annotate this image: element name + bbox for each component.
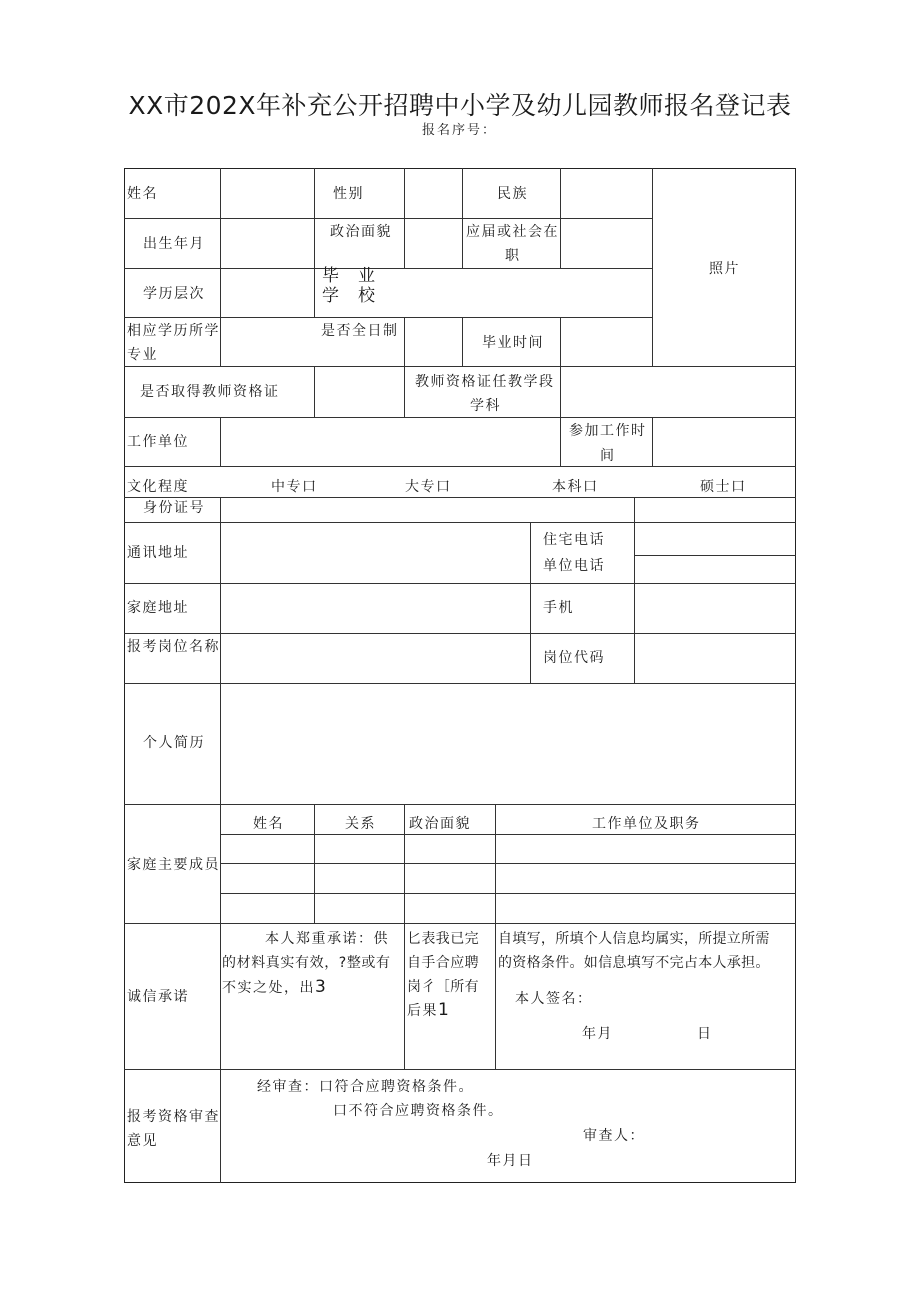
mail-address-label: 通讯地址 (127, 545, 189, 561)
mail-address-field[interactable] (221, 523, 530, 583)
review-label-2: 意见 (127, 1133, 158, 1149)
family-label: 家庭主要成员 (127, 857, 220, 873)
teacher-cert-field[interactable] (315, 367, 404, 417)
signature-day: 日 (697, 1026, 713, 1042)
grid-line (124, 1069, 796, 1070)
promise-text-a3 (222, 977, 327, 998)
promise-text-b3: 岗彳［所有 (407, 979, 479, 995)
gender-field[interactable] (405, 169, 462, 218)
id-number-extra-field[interactable] (635, 498, 795, 522)
promise-text-a3-main: 不实之处，出 (222, 980, 315, 996)
culture-label: 文化程度 (127, 479, 189, 495)
grid-line (124, 466, 796, 467)
work-unit-label: 工作单位 (127, 434, 189, 450)
graduate-status-field[interactable] (561, 219, 652, 268)
ethnicity-label: 民族 (497, 186, 528, 202)
form-title: XX市202X年补充公开招聘中小学及幼儿园教师报名登记表 (128, 91, 792, 120)
family-name-header: 姓名 (253, 816, 284, 832)
promise-text-b4 (407, 1000, 450, 1021)
id-number-label: 身份证号 (143, 500, 205, 516)
name-label: 姓名 (127, 186, 158, 202)
grid-line (462, 317, 463, 367)
graduate-status-label: 应届或社会在 (466, 224, 559, 240)
promise-text-a2: 的材料真实有效，?整或有 (222, 955, 391, 971)
political-field[interactable] (405, 219, 462, 268)
fulltime-label: 是否全日制 (321, 323, 399, 339)
review-date-label: 年月日 (487, 1153, 534, 1169)
position-code-label: 岗位代码 (543, 650, 605, 666)
work-unit-field[interactable] (221, 418, 560, 466)
home-address-label: 家庭地址 (127, 600, 189, 616)
culture-option-benke[interactable]: 本科口 (552, 479, 599, 495)
family-row-3[interactable] (221, 894, 795, 923)
education-level-field[interactable] (221, 269, 314, 317)
major-label-2: 专业 (127, 347, 158, 363)
graduate-status-label-2: 职 (505, 248, 521, 264)
major-field[interactable] (221, 318, 314, 366)
grid-line (530, 522, 531, 683)
grid-line (404, 366, 405, 417)
family-political-header: 政治面貌 (409, 816, 471, 832)
birth-field[interactable] (221, 219, 314, 268)
position-name-field[interactable] (221, 634, 530, 683)
mobile-label: 手机 (543, 600, 574, 616)
work-phone-label: 单位电话 (543, 558, 605, 574)
reviewer-label: 审查人： (583, 1128, 645, 1144)
grad-school-label: 毕 业 (322, 266, 376, 286)
work-start-field[interactable] (653, 418, 795, 466)
integrity-label: 诚信承诺 (127, 989, 189, 1005)
grid-line (124, 804, 796, 805)
resume-field[interactable] (221, 684, 795, 804)
photo-label: 照片 (709, 261, 740, 277)
grad-time-field[interactable] (561, 318, 652, 366)
grid-line (314, 168, 315, 318)
education-level-label: 学历层次 (143, 286, 205, 302)
work-phone-field[interactable] (635, 556, 795, 583)
grad-school-field[interactable] (405, 269, 652, 317)
grid-line (462, 168, 463, 268)
work-start-label: 参加工作时 (569, 423, 647, 439)
political-label: 政治面貌 (330, 224, 392, 240)
position-name-label: 报考岗位名称 (127, 639, 220, 655)
name-field[interactable] (221, 169, 314, 218)
grid-line (560, 417, 561, 467)
grid-line (220, 1069, 221, 1183)
teacher-cert-label: 是否取得教师资格证 (140, 384, 280, 400)
ethnicity-field[interactable] (561, 169, 652, 218)
signature-month: 年月 (582, 1026, 613, 1042)
culture-option-dazhuan[interactable]: 大专口 (405, 479, 452, 495)
birth-label: 出生年月 (143, 236, 205, 252)
promise-text-b1: 匕表我已完 (407, 931, 479, 947)
cert-subject-label-2: 学科 (470, 398, 501, 414)
id-number-field[interactable] (221, 498, 634, 522)
promise-text-b2: 自手合应聘 (407, 955, 479, 971)
family-row-1[interactable] (221, 835, 795, 863)
home-phone-label: 住宅电话 (543, 532, 605, 548)
culture-option-shuoshi[interactable]: 硕士口 (700, 479, 747, 495)
family-row-2[interactable] (221, 864, 795, 893)
signature-field[interactable] (588, 987, 778, 1009)
review-qualified-option[interactable]: 经审查：口符合应聘资格条件。 (257, 1079, 474, 1095)
grad-school-label-2: 学 校 (322, 286, 376, 306)
review-unqualified-option[interactable]: 口不符合应聘资格条件。 (333, 1103, 504, 1119)
promise-text-b4-main: 后果 (407, 1003, 438, 1019)
home-phone-field[interactable] (635, 523, 795, 555)
promise-text-b4-number: 1 (438, 1000, 451, 1020)
position-code-field[interactable] (635, 634, 795, 683)
family-relation-header: 关系 (345, 816, 376, 832)
grid-line (220, 923, 221, 1070)
promise-text-c2: 的资格条件。如信息填写不完占本人承担。 (498, 955, 770, 971)
grid-line (124, 923, 796, 924)
grad-time-label: 毕业时间 (482, 335, 544, 351)
work-start-label-2: 间 (600, 448, 616, 464)
culture-option-zhongzhuan[interactable]: 中专口 (271, 479, 318, 495)
major-label: 相应学历所学 (127, 323, 220, 339)
grid-line (404, 923, 405, 1070)
signature-label: 本人签名： (515, 991, 593, 1007)
cert-subject-label: 教师资格证任教学段 (415, 374, 555, 390)
resume-label: 个人简历 (143, 735, 205, 751)
home-address-field[interactable] (221, 584, 530, 633)
review-label: 报考资格审查 (127, 1109, 220, 1125)
cert-subject-field[interactable] (561, 367, 795, 417)
promise-text-c1: 自填写，所填个人信息均属实，所提立所需 (498, 931, 770, 947)
family-work-header: 工作单位及职务 (592, 816, 701, 832)
promise-text-a3-number: 3 (315, 977, 328, 997)
fulltime-field[interactable] (405, 318, 462, 366)
photo-box[interactable] (652, 168, 795, 366)
mobile-field[interactable] (635, 584, 795, 633)
grid-line (495, 923, 496, 1070)
serial-number-label: 报名序号： (422, 123, 498, 138)
gender-label: 性别 (333, 186, 364, 202)
promise-text-a1: 本人郑重承诺：供 (265, 931, 389, 947)
